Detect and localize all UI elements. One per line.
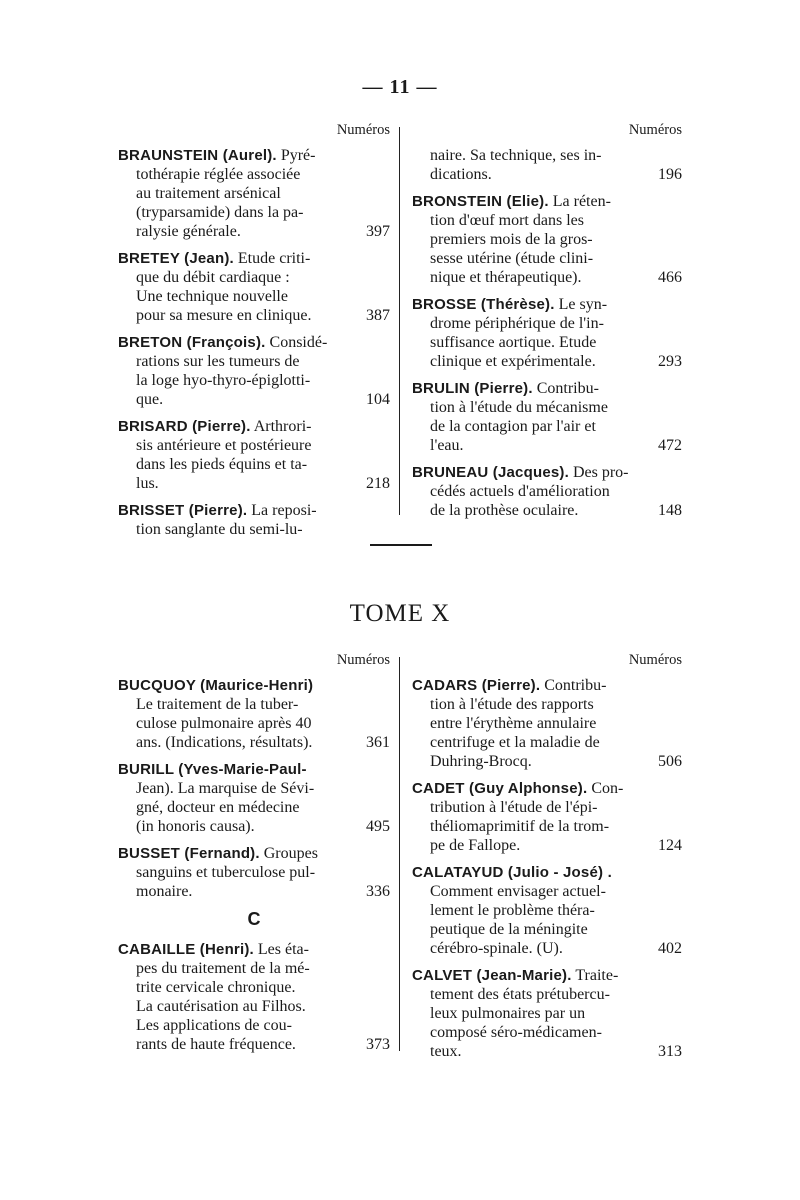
index-entry bbox=[118, 249, 390, 325]
entry-first-line bbox=[118, 676, 390, 695]
entry-text: La réten- bbox=[552, 193, 611, 210]
entry-text-line bbox=[412, 333, 682, 352]
thesis-number: 124 bbox=[658, 837, 682, 854]
author-name: BURILL (Yves-Marie-Paul- bbox=[118, 761, 307, 778]
entry-text: Des pro- bbox=[572, 464, 629, 481]
author-name: BROSSE (Thérèse). bbox=[412, 296, 555, 313]
entry-text-line bbox=[118, 455, 390, 474]
entry-first-line bbox=[118, 844, 390, 863]
entry-first-line bbox=[412, 379, 682, 398]
entry-text-line bbox=[118, 695, 390, 714]
entry-text-line bbox=[118, 997, 390, 1016]
entry-text: théliomaprimitif de la trom- bbox=[430, 818, 610, 835]
entry-text-line bbox=[412, 985, 682, 1004]
entry-text: Le syn- bbox=[558, 296, 608, 313]
thesis-number: 397 bbox=[366, 223, 390, 240]
entry-text: Les applications de cou- bbox=[136, 1017, 292, 1034]
entry-text: Comment envisager actuel- bbox=[430, 883, 606, 900]
index-entry bbox=[118, 417, 390, 493]
entry-text: dans les pieds équins et ta- bbox=[136, 456, 308, 473]
thesis-number: 506 bbox=[658, 753, 682, 770]
entry-text: tothérapie réglée associée bbox=[136, 166, 301, 183]
entries bbox=[412, 146, 682, 520]
entry-text: La cautérisation au Filhos. bbox=[136, 998, 306, 1015]
entry-text-line bbox=[118, 959, 390, 978]
index-entry bbox=[118, 844, 390, 901]
entry-text: sis antérieure et postérieure bbox=[136, 437, 312, 454]
index-entry bbox=[412, 463, 682, 520]
entry-text-line bbox=[412, 482, 682, 501]
entry-text: lement le problème théra- bbox=[430, 902, 595, 919]
entry-text-line bbox=[412, 714, 682, 733]
index-entry bbox=[412, 863, 682, 958]
entry-text-line bbox=[412, 798, 682, 817]
thesis-number: 402 bbox=[658, 940, 682, 957]
column-header: Numéros bbox=[336, 652, 390, 668]
entry-text: clinique et expérimentale. bbox=[430, 353, 596, 370]
entry-text: que. bbox=[136, 391, 164, 408]
entry-text-line bbox=[118, 798, 390, 817]
entry-text: Jean). La marquise de Sévi- bbox=[136, 780, 315, 797]
entry-text-line bbox=[118, 779, 390, 798]
entry-text-line bbox=[118, 474, 390, 493]
entry-text-line bbox=[118, 714, 390, 733]
index-entry bbox=[118, 676, 390, 752]
entry-text: gné, docteur en médecine bbox=[136, 799, 300, 816]
entry-text: la loge hyo-thyro-épiglotti- bbox=[136, 372, 311, 389]
entry-first-line bbox=[118, 940, 390, 959]
thesis-number: 387 bbox=[366, 307, 390, 324]
thesis-number: 472 bbox=[658, 437, 682, 454]
entry-text: Considé- bbox=[269, 334, 328, 351]
author-name: BUCQUOY (Maurice-Henri) bbox=[118, 677, 314, 694]
entry-text-line bbox=[118, 268, 390, 287]
entry-text: ralysie générale. bbox=[136, 223, 241, 240]
entry-text-line bbox=[118, 352, 390, 371]
entry-text-line bbox=[118, 863, 390, 882]
entry-text-line bbox=[118, 978, 390, 997]
entry-text-line bbox=[118, 520, 390, 539]
entry-text-line bbox=[412, 314, 682, 333]
entry-text: tement des états prétubercu- bbox=[430, 986, 610, 1003]
entry-text: teux. bbox=[430, 1043, 462, 1060]
entry-text: sesse utérine (étude clini- bbox=[430, 250, 594, 267]
entry-text-line bbox=[118, 817, 390, 836]
entry-text-line bbox=[118, 390, 390, 409]
entry-first-line bbox=[412, 146, 682, 165]
entry-text-line bbox=[412, 882, 682, 901]
page-number: — 11 — bbox=[362, 76, 438, 98]
entry-text: centrifuge et la maladie de bbox=[430, 734, 600, 751]
column-divider bbox=[399, 657, 400, 1051]
entry-text: nique et thérapeutique). bbox=[430, 269, 582, 286]
index-entry bbox=[412, 779, 682, 855]
author-name: BRISSET (Pierre). bbox=[118, 502, 248, 519]
thesis-number: 336 bbox=[366, 883, 390, 900]
entry-text: Les éta- bbox=[257, 941, 309, 958]
thesis-number: 373 bbox=[366, 1036, 390, 1053]
entry-text-line bbox=[412, 230, 682, 249]
entry-first-line bbox=[412, 863, 682, 882]
entry-text: dications. bbox=[430, 166, 492, 183]
entry-first-line bbox=[118, 417, 390, 436]
thesis-number: 196 bbox=[658, 166, 682, 183]
entry-text-line bbox=[412, 939, 682, 958]
entry-text-line bbox=[412, 352, 682, 371]
entry-text: tribution à l'étude de l'épi- bbox=[430, 799, 598, 816]
entry-text-line bbox=[118, 1016, 390, 1035]
entry-first-line bbox=[412, 779, 682, 798]
entry-text: La reposi- bbox=[251, 502, 317, 519]
entry-first-line bbox=[412, 676, 682, 695]
entry-text: Contribu- bbox=[536, 380, 599, 397]
thesis-number: 148 bbox=[658, 502, 682, 519]
entry-text: composé séro-médicamen- bbox=[430, 1024, 602, 1041]
column-divider bbox=[399, 127, 400, 515]
entry-text-line bbox=[412, 901, 682, 920]
entry-text-line bbox=[118, 203, 390, 222]
section-2-right-column bbox=[412, 652, 682, 1069]
index-entry bbox=[118, 940, 390, 1054]
entry-text: rations sur les tumeurs de bbox=[136, 353, 300, 370]
entry-text: Une technique nouvelle bbox=[136, 288, 288, 305]
entry-first-line bbox=[118, 146, 390, 165]
entry-text: de la contagion par l'air et bbox=[430, 418, 596, 435]
entry-text-line bbox=[412, 752, 682, 771]
entry-text-line bbox=[412, 268, 682, 287]
entry-text: sanguins et tuberculose pul- bbox=[136, 864, 316, 881]
entry-first-line bbox=[118, 760, 390, 779]
section-1-left-column bbox=[118, 122, 390, 547]
entry-first-line bbox=[118, 501, 390, 520]
section-1-right-column bbox=[412, 122, 682, 528]
entry-text: suffisance aortique. Etude bbox=[430, 334, 597, 351]
entry-text: trite cervicale chronique. bbox=[136, 979, 296, 996]
column-header: Numéros bbox=[628, 652, 682, 668]
author-name: BRISARD (Pierre). bbox=[118, 418, 251, 435]
index-entry bbox=[412, 676, 682, 771]
section-2-left-column bbox=[118, 652, 390, 1062]
entry-text-line bbox=[118, 184, 390, 203]
entries bbox=[412, 676, 682, 1061]
entry-text: Pyré- bbox=[280, 147, 316, 164]
author-name: CABAILLE (Henri). bbox=[118, 941, 254, 958]
author-name: BUSSET (Fernand). bbox=[118, 845, 260, 862]
entry-text: cérébro-spinale. (U). bbox=[430, 940, 563, 957]
entry-text: ans. (Indications, résultats). bbox=[136, 734, 313, 751]
entry-text-line bbox=[118, 371, 390, 390]
entry-text: entre l'érythème annulaire bbox=[430, 715, 597, 732]
entry-text-line bbox=[118, 165, 390, 184]
author-name: CADARS (Pierre). bbox=[412, 677, 541, 694]
index-entry bbox=[118, 146, 390, 241]
author-name: CALATAYUD (Julio - José) . bbox=[412, 864, 612, 881]
entry-text-line bbox=[118, 733, 390, 752]
entry-first-line bbox=[412, 295, 682, 314]
entry-text-line bbox=[412, 817, 682, 836]
column-header: Numéros bbox=[628, 122, 682, 138]
entry-first-line bbox=[412, 192, 682, 211]
entry-text-line bbox=[412, 836, 682, 855]
entries bbox=[118, 940, 390, 1054]
thesis-number: 104 bbox=[366, 391, 390, 408]
entry-text-line bbox=[118, 306, 390, 325]
entry-text: (tryparsamide) dans la pa- bbox=[136, 204, 304, 221]
entry-text: tion à l'étude des rapports bbox=[430, 696, 594, 713]
entry-text: Contribu- bbox=[544, 677, 607, 694]
letter-heading: C bbox=[247, 909, 261, 929]
entry-text: cédés actuels d'amélioration bbox=[430, 483, 610, 500]
entry-first-line bbox=[118, 333, 390, 352]
entry-text-line bbox=[118, 1035, 390, 1054]
thesis-number: 313 bbox=[658, 1043, 682, 1060]
author-name: BRUNEAU (Jacques). bbox=[412, 464, 569, 481]
entry-text: Le traitement de la tuber- bbox=[136, 696, 299, 713]
entry-text-line bbox=[412, 501, 682, 520]
entry-text: Traite- bbox=[575, 967, 619, 984]
entry-text-line bbox=[412, 398, 682, 417]
entry-text: Duhring-Brocq. bbox=[430, 753, 532, 770]
index-entry bbox=[118, 501, 390, 539]
column-header: Numéros bbox=[336, 122, 390, 138]
entry-text-line bbox=[412, 1023, 682, 1042]
entry-text: Arthrori- bbox=[253, 418, 312, 435]
entry-text-line bbox=[412, 695, 682, 714]
entry-text-line bbox=[412, 417, 682, 436]
entry-text-line bbox=[412, 733, 682, 752]
entry-text: peutique de la méningite bbox=[430, 921, 588, 938]
author-name: BRONSTEIN (Elie). bbox=[412, 193, 549, 210]
entries bbox=[118, 146, 390, 539]
entry-text: leux pulmonaires par un bbox=[430, 1005, 586, 1022]
entry-text: naire. Sa technique, ses in- bbox=[430, 147, 602, 164]
entry-text: pour sa mesure en clinique. bbox=[136, 307, 312, 324]
entry-text: Groupes bbox=[263, 845, 318, 862]
entry-text-line bbox=[412, 165, 682, 184]
entry-text-line bbox=[412, 249, 682, 268]
entry-text: que du débit cardiaque : bbox=[136, 269, 290, 286]
entry-text: Con- bbox=[591, 780, 624, 797]
thesis-number: 495 bbox=[366, 818, 390, 835]
author-name: CALVET (Jean-Marie). bbox=[412, 967, 572, 984]
entry-text: au traitement arsénical bbox=[136, 185, 281, 202]
entry-text-line bbox=[412, 1004, 682, 1023]
entry-text: lus. bbox=[136, 475, 159, 492]
entry-text: l'eau. bbox=[430, 437, 464, 454]
index-entry bbox=[118, 333, 390, 409]
entry-first-line bbox=[412, 463, 682, 482]
entry-text: premiers mois de la gros- bbox=[430, 231, 593, 248]
thesis-number: 361 bbox=[366, 734, 390, 751]
entry-text: de la prothèse oculaire. bbox=[430, 502, 579, 519]
index-entry bbox=[412, 295, 682, 371]
entry-first-line bbox=[118, 249, 390, 268]
author-name: BRAUNSTEIN (Aurel). bbox=[118, 147, 277, 164]
index-entry bbox=[412, 379, 682, 455]
index-entry bbox=[118, 760, 390, 836]
entry-text: rants de haute fréquence. bbox=[136, 1036, 296, 1053]
author-name: BRETON (François). bbox=[118, 334, 266, 351]
index-entry bbox=[412, 146, 682, 184]
thesis-number: 466 bbox=[658, 269, 682, 286]
tome-title: TOME X bbox=[349, 600, 451, 627]
author-name: CADET (Guy Alphonse). bbox=[412, 780, 588, 797]
index-entry bbox=[412, 192, 682, 287]
entry-text: tion d'œuf mort dans les bbox=[430, 212, 584, 229]
entry-text: pe de Fallope. bbox=[430, 837, 521, 854]
thesis-number: 293 bbox=[658, 353, 682, 370]
entry-text: tion à l'étude du mécanisme bbox=[430, 399, 608, 416]
section-separator bbox=[370, 544, 432, 546]
entry-text-line bbox=[118, 222, 390, 241]
entry-text: culose pulmonaire après 40 bbox=[136, 715, 312, 732]
entry-text: monaire. bbox=[136, 883, 193, 900]
entries bbox=[118, 676, 390, 901]
entry-text-line bbox=[118, 882, 390, 901]
entry-first-line bbox=[412, 966, 682, 985]
entry-text: pes du traitement de la mé- bbox=[136, 960, 310, 977]
entry-text: tion sanglante du semi-lu- bbox=[136, 521, 303, 538]
entry-text-line bbox=[412, 920, 682, 939]
author-name: BRETEY (Jean). bbox=[118, 250, 234, 267]
entry-text: drome périphérique de l'in- bbox=[430, 315, 604, 332]
entry-text-line bbox=[118, 287, 390, 306]
thesis-number: 218 bbox=[366, 475, 390, 492]
entry-text-line bbox=[118, 436, 390, 455]
entry-text: Etude criti- bbox=[237, 250, 311, 267]
entry-text-line bbox=[412, 436, 682, 455]
entry-text-line bbox=[412, 211, 682, 230]
entry-text-line bbox=[412, 1042, 682, 1061]
index-entry bbox=[412, 966, 682, 1061]
author-name: BRULIN (Pierre). bbox=[412, 380, 533, 397]
entry-text: (in honoris causa). bbox=[136, 818, 255, 835]
